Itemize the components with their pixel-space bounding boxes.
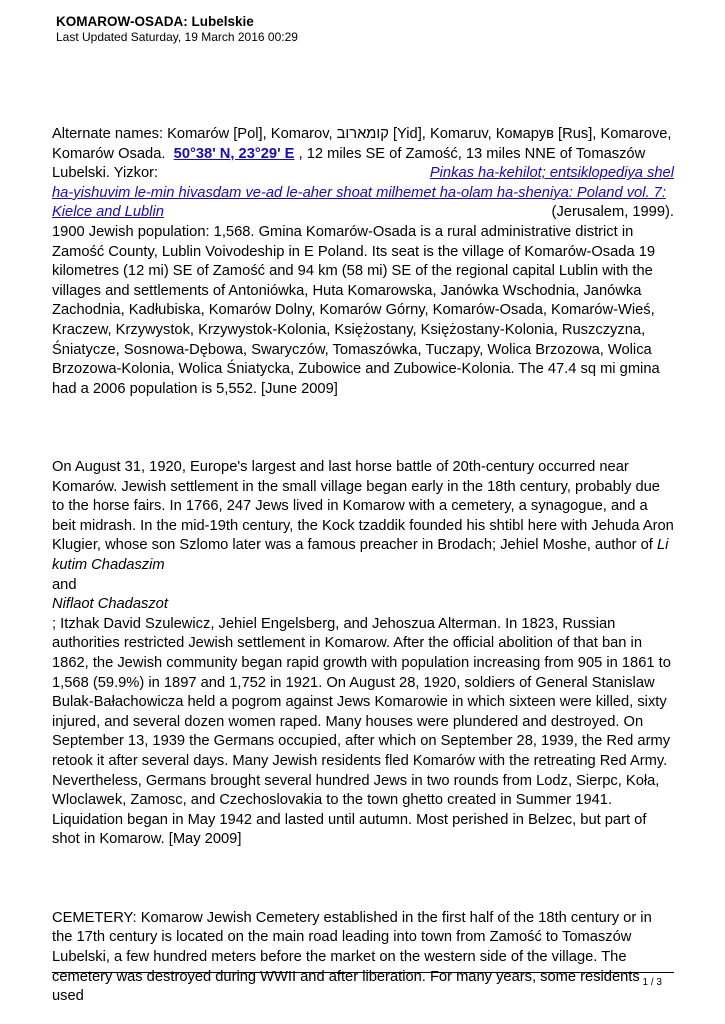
paragraph-spacer bbox=[52, 399, 674, 458]
cemetery-paragraph: CEMETERY: Komarow Jewish Cemetery established in the first half of the 18th century or in the 17th century is located on the main road leading into town from Zamość to Tomaszów Lubelski, a few hundred meters before the market on the western side of the village. The cemetery was destroyed during WWII and after liberation. For many years, some residents used bbox=[52, 909, 652, 1005]
yizkor-link-part-1[interactable]: Pinkas ha-kehilot; entsiklopediya shel bbox=[429, 165, 674, 182]
book-title-li-kutim: Li kutim Chadaszim bbox=[52, 537, 669, 574]
document-title: KOMAROW-OSADA: Lubelskie bbox=[56, 14, 254, 29]
location-line bbox=[52, 145, 674, 165]
article-body bbox=[52, 125, 674, 1007]
location-description: , 12 miles SE of Zamość, 13 miles NNE of Tomaszów bbox=[298, 145, 646, 162]
yizkor-label: Lubelski. Yizkor: bbox=[52, 165, 159, 182]
gmina-paragraph: 1900 Jewish population: 1,568. Gmina Komarów-Osada is a rural administrative district in Zamość County, Lublin Voivodeship in E Poland. Its seat is the village of Komarów-Osada 19 kilometres (12 mi) SE of Zamość and 94 km (58 mi) SE of the regional capital Lublin with the villages and settlements of Antoniówka, Huta Komarowska, Janówka Wschodnia, Janówka Zachodnia, Kadłubiska, Komarów Dolny, Komarów Górny, Komarów-Osada, Komarów-Wieś, Kraczew, Krzywystok, Krzywystok-Kolonia, Księżostany, Księżostany-Kolonia, Ruszczyzna, Śniatycze, Sosnowa-Dębowa, Swaryczów, Tomaszówka, Tuczapy, Wolica Brzozowa, Wolica Brzozowa-Kolonia, Wolica Śniatycka, Zubowice and Zubowice-Kolonia. The 47.4 sq mi gmina had a 2006 population is 5,552. [June 2009] bbox=[52, 223, 660, 397]
book-title-niflaot: Niflaot Chadaszot bbox=[52, 596, 168, 613]
last-updated: Last Updated Saturday, 19 March 2016 00:29 bbox=[56, 30, 298, 44]
coordinates-link[interactable]: 50°38' N, 23°29' E bbox=[173, 145, 295, 162]
footer-divider bbox=[52, 972, 674, 973]
publication-place-year: (Jerusalem, 1999). bbox=[551, 204, 674, 221]
paragraph-spacer bbox=[52, 850, 674, 909]
yizkor-link-part-2[interactable]: ha-yishuvim le-min hivasdam ve-ad le-aher shoat milhemet ha-olam ha-sheniya: Poland vol. 7: bbox=[52, 184, 666, 201]
history-paragraph bbox=[52, 458, 674, 576]
history-text-1: On August 31, 1920, Europe's largest and last horse battle of 20th-century occurred near Komarów. Jewish settlement in the small village began early in the 18th century, probably due to the horse fairs. In 1766, 247 Jews lived in Komarow with a cemetery, a synagogue, and a beit midrash. In the mid-19th century, the Kock tzaddik founded his shtibl here with Jehuda Aron Klugier, whose son Szlomo later was a famous preacher in Brodach; Jehiel Moshe, author of bbox=[52, 459, 674, 554]
page-header bbox=[56, 14, 676, 45]
town-name: Komarów Osada. bbox=[52, 145, 166, 162]
yizkor-link-part-3[interactable]: Kielce and Lublin bbox=[52, 204, 164, 221]
page-number: 1 / 3 bbox=[642, 977, 662, 988]
conjunction-and: and bbox=[52, 576, 77, 593]
alternate-names-line: Alternate names: Komarów [Pol], Komarov, קומארוב [Yid], Komaruv, Комарув [Rus], Komarove, bbox=[52, 126, 672, 142]
history-text-2: ; Itzhak David Szulewicz, Jehiel Engelsberg, and Jehoszua Alterman. In 1823, Russian authorities restricted Jewish settlement in Komarow. After the official abolition of that ban in 1862, the Jewish community began rapid growth with population increasing from 905 in 1861 to 1,568 (59.9%) in 1897 and 1,752 in 1921. On August 28, 1920, soldiers of General Stanislaw Bulak-Bałachowicza held a pogrom against Jews Komarowie in which sixteen were killed, sixty injured, and several dozen women raped. Many houses were plundered and destroyed. On September 13, 1939 the Germans occupied, after which on September 28, 1939, the Red army retook it after several days. Many Jewish residents fled Komarów with the retreating Red Army. Nevertheless, Germans brought several hundred Jews in two rounds from Lodz, Sierpc, Koła, Wloclawek, Zamosc, and Czechoslovakia to the town ghetto created in Summer 1941. Liquidation began in May 1942 and lasted until autumn. Most perished in Belzec, but part of shot in Komarow. [May 2009] bbox=[52, 615, 671, 848]
yizkor-link-line bbox=[52, 184, 674, 204]
yizkor-line bbox=[52, 164, 674, 184]
yizkor-publication-line bbox=[52, 203, 674, 223]
